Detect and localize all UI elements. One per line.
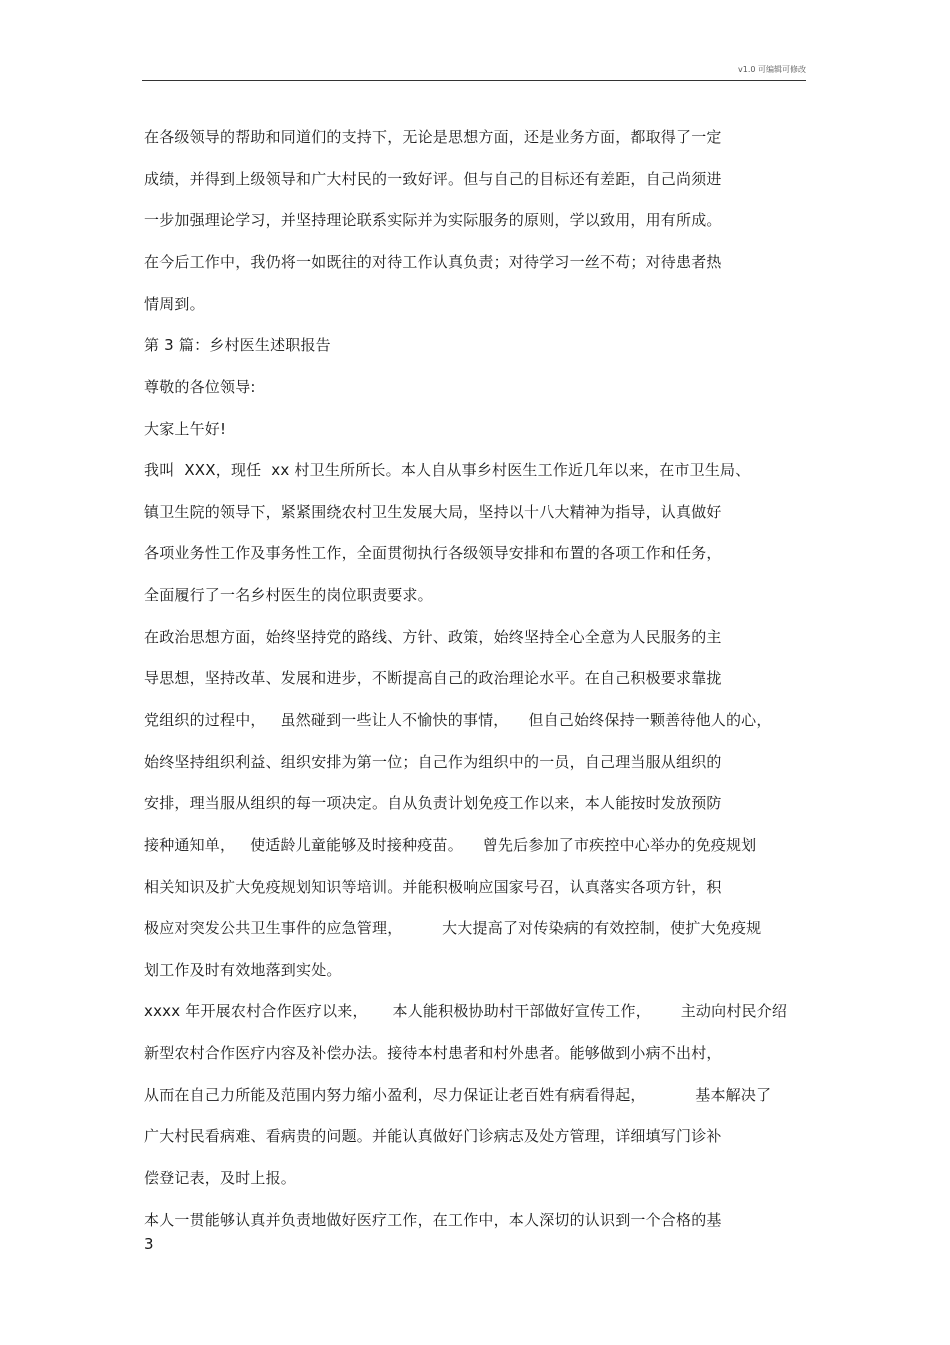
- body-line: 在政治思想方面，始终坚持党的路线、方针、政策，始终坚持全心全意为人民服务的主: [144, 628, 722, 646]
- body-line: 相关知识及扩大免疫规划知识等培训。并能积极响应国家号召，认真落实各项方针，积: [144, 878, 722, 896]
- body-line: 偿登记表，及时上报。: [144, 1169, 297, 1187]
- body-line: xxxx 年开展农村合作医疗以来， 本人能积极协助村干部做好宣传工作， 主动向村民介绍: [144, 1002, 788, 1020]
- body-line: 成绩，并得到上级领导和广大村民的一致好评。但与自己的目标还有差距，自己尚须进: [144, 170, 722, 188]
- body-line: 导思想，坚持改革、发展和进步，不断提高自己的政治理论水平。在自己积极要求靠拢: [144, 669, 722, 687]
- body-line: 始终坚持组织利益、组织安排为第一位；自己作为组织中的一员，自己理当服从组织的: [144, 753, 722, 771]
- body-line: 情周到。: [144, 295, 205, 313]
- section-heading: 第 3 篇：乡村医生述职报告: [144, 336, 331, 354]
- body-line: 全面履行了一名乡村医生的岗位职责要求。: [144, 586, 433, 604]
- page-number: 3: [144, 1235, 154, 1253]
- body-line: 本人一贯能够认真并负责地做好医疗工作，在工作中，本人深切的认识到一个合格的基: [144, 1211, 722, 1229]
- body-line: 党组织的过程中， 虽然碰到一些让人不愉快的事情， 但自己始终保持一颗善待他人的心，: [144, 711, 772, 729]
- body-line: 接种通知单， 使适龄儿童能够及时接种疫苗。 曾先后参加了市疾控中心举办的免疫规划: [144, 836, 757, 854]
- body-line: 在今后工作中，我仍将一如既往的对待工作认真负责；对待学习一丝不苟；对待患者热: [144, 253, 722, 271]
- body-line: 极应对突发公共卫生事件的应急管理， 大大提高了对传染病的有效控制，使扩大免疫规: [144, 919, 762, 937]
- salutation: 尊敬的各位领导:: [144, 378, 256, 396]
- body-line: 广大村民看病难、看病贵的问题。并能认真做好门诊病志及处方管理，详细填写门诊补: [144, 1127, 722, 1145]
- body-line: 各项业务性工作及事务性工作，全面贯彻执行各级领导安排和布置的各项工作和任务，: [144, 544, 722, 562]
- version-label: v1.0 可编辑可修改: [738, 65, 806, 74]
- body-line: 安排，理当服从组织的每一项决定。自从负责计划免疫工作以来，本人能按时发放预防: [144, 794, 722, 812]
- greeting: 大家上午好!: [144, 420, 227, 438]
- body-line: 一步加强理论学习，并坚持理论联系实际并为实际服务的原则，学以致用，用有所成。: [144, 211, 722, 229]
- body-line: 新型农村合作医疗内容及补偿办法。接待本村患者和村外患者。能够做到小病不出村，: [144, 1044, 722, 1062]
- header-rule: [142, 80, 806, 81]
- body-line: 划工作及时有效地落到实处。: [144, 961, 342, 979]
- body-line: 镇卫生院的领导下，紧紧围绕农村卫生发展大局，坚持以十八大精神为指导，认真做好: [144, 503, 722, 521]
- body-line: 从而在自己力所能及范围内努力缩小盈利，尽力保证让老百姓有病看得起， 基本解决了: [144, 1086, 772, 1104]
- body-line: 在各级领导的帮助和同道们的支持下，无论是思想方面，还是业务方面，都取得了一定: [144, 128, 722, 146]
- body-line: 我叫 XXX，现任 xx 村卫生所所长。本人自从事乡村医生工作近几年以来，在市卫生局、: [144, 461, 751, 479]
